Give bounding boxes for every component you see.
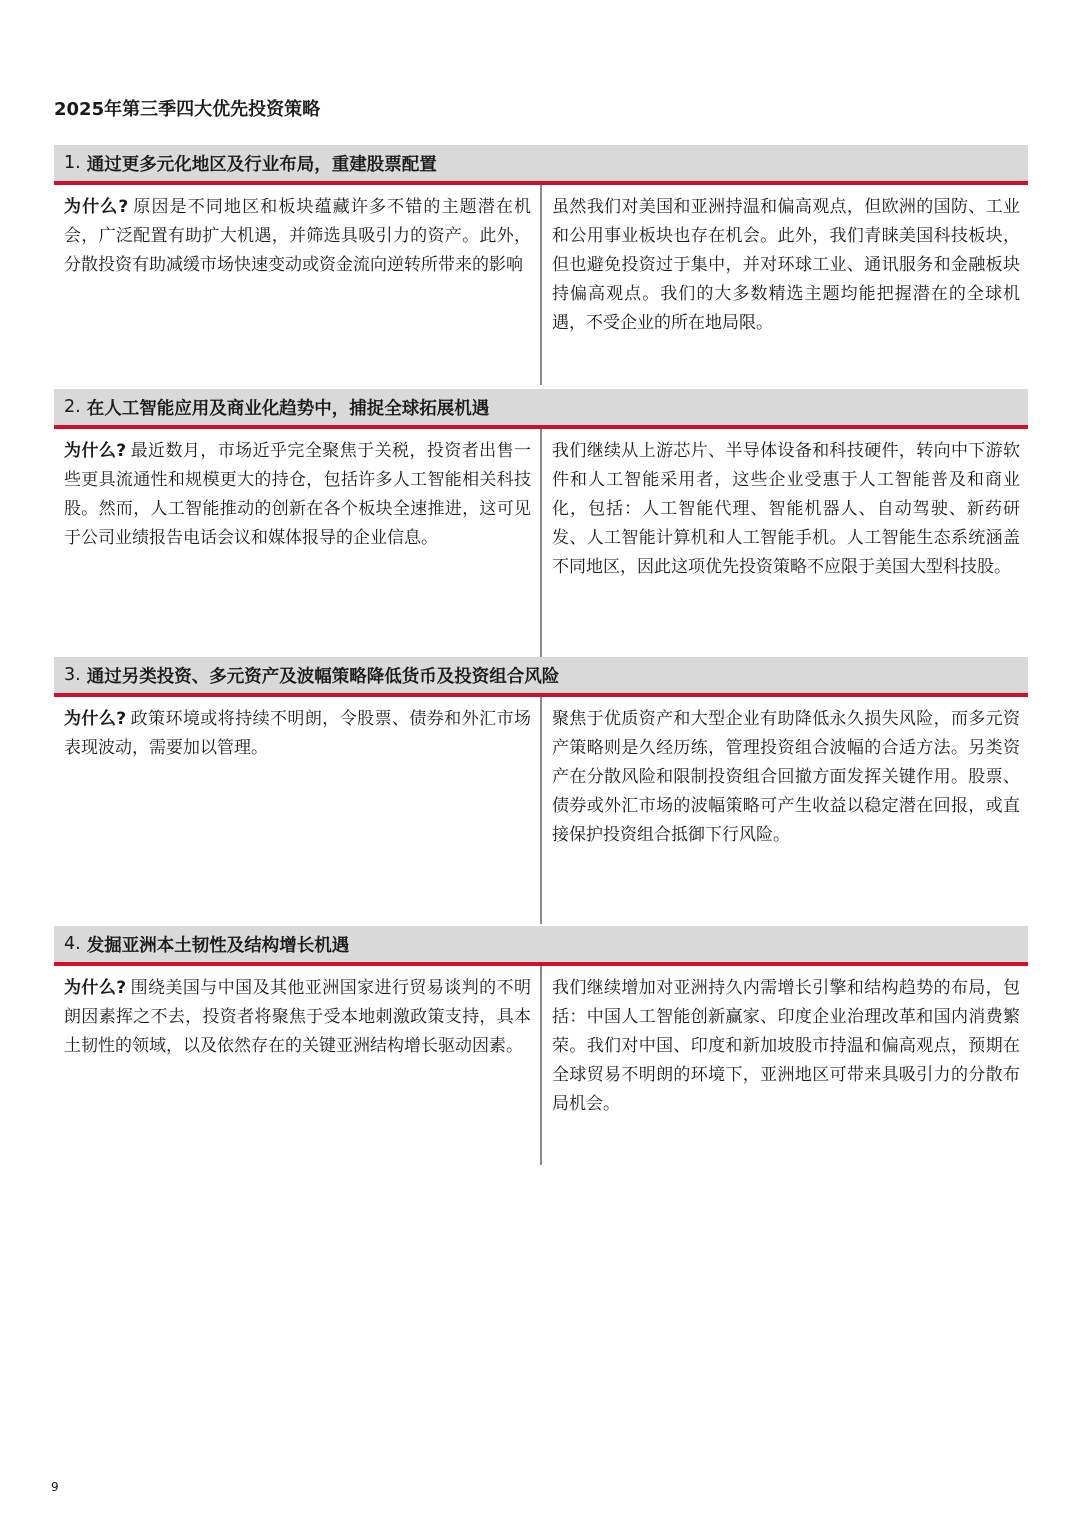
section-title: 通过更多元化地区及行业布局，重建股票配置 <box>86 154 437 175</box>
column-divider <box>540 697 542 924</box>
section-number: 1. <box>64 153 81 173</box>
section-body <box>54 185 1028 385</box>
section-body <box>54 966 1028 1165</box>
why-label: 为什么? <box>64 978 127 998</box>
strategy-column <box>541 697 1028 924</box>
section-title: 在人工智能应用及商业化趋势中，捕捉全球拓展机遇 <box>86 398 490 419</box>
why-text: 原因是不同地区和板块蕴藏许多不错的主题潜在机会，广泛配置有助扩大机遇，并筛选具吸引力的资产。此外，分散投资有助减缓市场快速变动或资金流向逆转所带来的影响 <box>64 197 531 275</box>
section-body <box>54 429 1028 657</box>
why-column <box>54 429 541 657</box>
column-divider <box>540 185 542 385</box>
strategy-column <box>541 185 1028 385</box>
section-number: 2. <box>64 397 81 417</box>
strategy-section-2 <box>54 389 1028 657</box>
strategy-section-1 <box>54 145 1028 385</box>
section-header <box>54 145 1028 185</box>
page-title: 2025年第三季四大优先投资策略 <box>54 99 321 120</box>
strategy-section-4 <box>54 926 1028 1165</box>
strategy-text: 聚焦于优质资产和大型企业有助降低永久损失风险，而多元资产策略则是久经历练，管理投资组合波幅的合适方法。另类资产在分散风险和限制投资组合回撤方面发挥关键作用。股票、债券或外汇市场的波幅策略可产生收益以稳定潜在回报，或直接保护投资组合抵御下行风险。 <box>552 709 1020 845</box>
strategy-text: 虽然我们对美国和亚洲持温和偏高观点，但欧洲的国防、工业和公用事业板块也存在机会。此外，我们青睐美国科技板块，但也避免投资过于集中，并对环球工业、通讯服务和金融板块持偏高观点。我们的大多数精选主题均能把握潜在的全球机遇，不受企业的所在地局限。 <box>552 197 1020 333</box>
why-paragraph <box>64 705 531 763</box>
strategy-column <box>541 429 1028 657</box>
why-column <box>54 966 541 1165</box>
section-title: 发掘亚洲本土韧性及结构增长机遇 <box>86 935 350 956</box>
section-header <box>54 389 1028 429</box>
section-header <box>54 657 1028 697</box>
why-text: 最近数月，市场近乎完全聚焦于关税，投资者出售一些更具流通性和规模更大的持仓，包括许多人工智能相关科技股。然而，人工智能推动的创新在各个板块全速推进，这可见于公司业绩报告电话会议和媒体报导的企业信息。 <box>64 441 531 548</box>
section-number: 4. <box>64 934 81 954</box>
section-title: 通过另类投资、多元资产及波幅策略降低货币及投资组合风险 <box>86 666 560 687</box>
why-label: 为什么? <box>64 709 127 729</box>
why-paragraph <box>64 437 531 553</box>
why-column <box>54 697 541 924</box>
strategy-column <box>541 966 1028 1165</box>
why-paragraph <box>64 193 531 280</box>
column-divider <box>540 966 542 1165</box>
why-label: 为什么? <box>64 441 127 461</box>
section-number: 3. <box>64 665 81 685</box>
strategy-text: 我们继续增加对亚洲持久内需增长引擎和结构趋势的布局，包括：中国人工智能创新赢家、印度企业治理改革和国内消费繁荣。我们对中国、印度和新加坡股市持温和偏高观点，预期在全球贸易不明朗的环境下，亚洲地区可带来具吸引力的分散布局机会。 <box>552 978 1020 1114</box>
column-divider <box>540 429 542 657</box>
strategy-text: 我们继续从上游芯片、半导体设备和科技硬件，转向中下游软件和人工智能采用者，这些企业受惠于人工智能普及和商业化，包括：人工智能代理、智能机器人、自动驾驶、新药研发、人工智能计算机和人工智能手机。人工智能生态系统涵盖不同地区，因此这项优先投资策略不应限于美国大型科技股。 <box>552 441 1020 577</box>
section-header <box>54 926 1028 966</box>
strategy-section-3 <box>54 657 1028 924</box>
why-text: 围绕美国与中国及其他亚洲国家进行贸易谈判的不明朗因素挥之不去，投资者将聚焦于受本地刺激政策支持，具本土韧性的领域，以及依然存在的关键亚洲结构增长驱动因素。 <box>64 978 531 1056</box>
why-label: 为什么? <box>64 197 129 217</box>
why-paragraph <box>64 974 531 1061</box>
why-text: 政策环境或将持续不明朗，令股票、债券和外汇市场表现波动，需要加以管理。 <box>64 709 531 758</box>
why-column <box>54 185 541 385</box>
page-number: 9 <box>51 1480 59 1494</box>
section-body <box>54 697 1028 924</box>
